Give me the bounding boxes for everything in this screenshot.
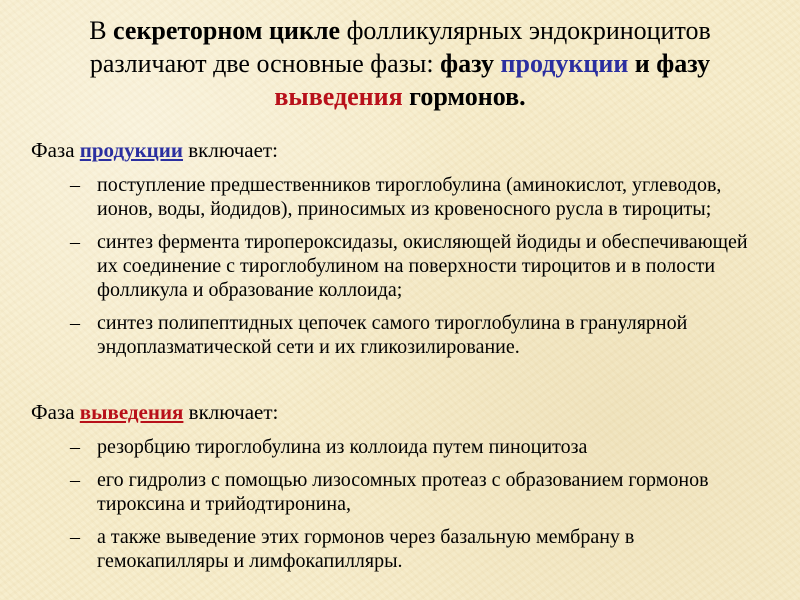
production-heading-keyword: продукции <box>79 138 183 162</box>
excretion-heading-keyword: выведения <box>79 400 184 424</box>
dash-bullet: – <box>70 174 80 196</box>
excretion-heading-prefix: Фаза <box>31 400 80 424</box>
dash-bullet: – <box>70 436 80 458</box>
list-item-text: поступление предшественников тироглобулина (аминокислот, углеводов, ионов, воды, йодидов), приносимых из кровеносного русла в тироциты; <box>97 174 722 220</box>
dash-bullet: – <box>70 312 80 334</box>
title-text-hormones: гормонов. <box>402 82 526 111</box>
excretion-heading-suffix: включает: <box>183 400 279 424</box>
list-item-text: синтез полипептидных цепочек самого тироглобулина в гранулярной эндоплазматической сети и их гликозилирование. <box>97 312 688 358</box>
excretion-phase-list <box>0 435 800 582</box>
title-text-1: В <box>89 16 114 45</box>
list-item <box>0 173 800 221</box>
production-phase-heading <box>31 137 278 163</box>
title-keyword-production: продукции <box>500 49 629 78</box>
production-heading-prefix: Фаза <box>31 138 80 162</box>
production-phase-list <box>0 173 800 368</box>
dash-bullet: – <box>70 469 80 491</box>
list-item <box>0 230 800 302</box>
excretion-phase-heading <box>31 399 278 425</box>
dash-bullet: – <box>70 231 80 253</box>
list-item <box>0 468 800 516</box>
dash-bullet: – <box>70 526 80 548</box>
list-item-text: резорбцию тироглобулина из коллоида путем пиноцитоза <box>97 436 588 458</box>
list-item <box>0 525 800 573</box>
list-item-text: синтез фермента тиропероксидазы, окисляющей йодиды и обеспечивающей их соединение с тироглобулином на поверхности тироцитов и в полости фолликула и образование коллоида; <box>97 231 748 301</box>
list-item <box>0 311 800 359</box>
list-item <box>0 435 800 459</box>
production-heading-suffix: включает: <box>182 138 278 162</box>
list-item-text: его гидролиз с помощью лизосомных протеаз с образованием гормонов тироксина и трийодтиронина, <box>97 469 709 515</box>
title-keyword-phase: фазу <box>440 49 501 78</box>
title-keyword-excretion: выведения <box>274 82 403 111</box>
slide-title <box>30 14 770 113</box>
title-text-and-phase: и фазу <box>628 49 711 78</box>
title-text-2: фолликулярных эндокриноцитов различают две основные фазы: <box>89 16 711 78</box>
list-item-text: а также выведение этих гормонов через базальную мембрану в гемокапилляры и лимфокапилляры. <box>97 526 635 572</box>
title-keyword-secretory-cycle: секреторном цикле <box>113 16 341 45</box>
